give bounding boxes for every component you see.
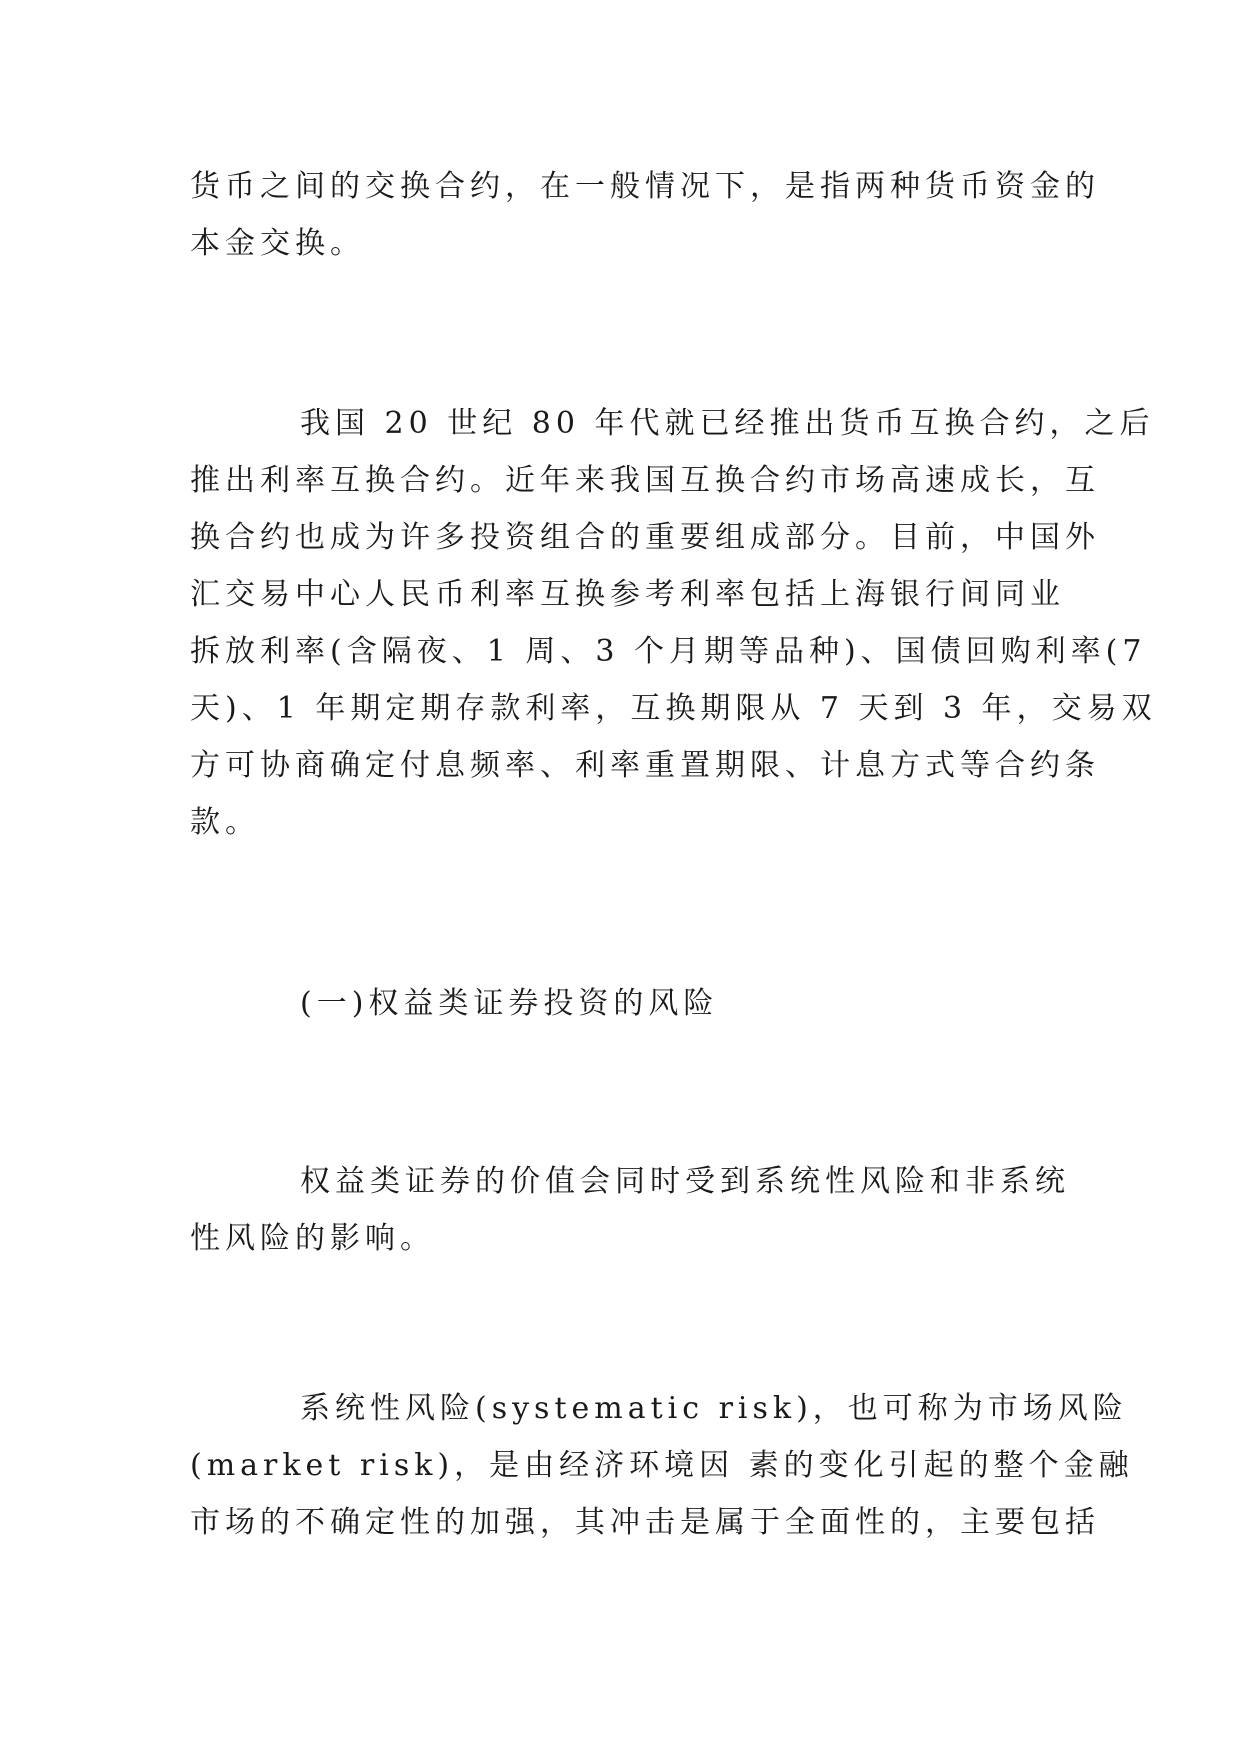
text-line: 推出利率互换合约。近年来我国互换合约市场高速成长，互 — [190, 463, 1100, 498]
section-heading-equity-risk — [190, 975, 1060, 1032]
section-heading: (一)权益类证券投资的风险 — [300, 986, 719, 1021]
text-line: 市场的不确定性的加强，其冲击是属于全面性的，主要包括 — [190, 1505, 1100, 1540]
text-line: 系统性风险(systematic risk)，也可称为市场风险 — [300, 1391, 1128, 1426]
text-line: 货币之间的交换合约，在一般情况下，是指两种货币资金的 — [190, 169, 1100, 204]
text-line: 天)、1 年期定期存款利率，互换期限从 7 天到 3 年，交易双 — [190, 691, 1157, 726]
text-line: 我国 20 世纪 80 年代就已经推出货币互换合约，之后 — [300, 406, 1155, 441]
paragraph-currency-swap-definition — [190, 158, 1100, 272]
text-line: 方可协商确定付息频率、利率重置期限、计息方式等合约条 — [190, 748, 1100, 783]
text-line: 权益类证券的价值会同时受到系统性风险和非系统 — [300, 1164, 1070, 1199]
text-line: 拆放利率(含隔夜、1 周、3 个月期等品种)、国债回购利率(7 — [190, 634, 1147, 669]
paragraph-systematic-risk — [190, 1380, 1134, 1551]
text-line: 款。 — [190, 805, 260, 840]
text-line: 汇交易中心人民币利率互换参考利率包括上海银行间同业 — [190, 577, 1065, 612]
text-line: 本金交换。 — [190, 226, 365, 261]
text-line: 换合约也成为许多投资组合的重要组成部分。目前，中国外 — [190, 520, 1100, 555]
text-line: (market risk)，是由经济环境因 素的变化引起的整个金融 — [190, 1448, 1134, 1483]
text-line: 性风险的影响。 — [190, 1221, 435, 1256]
paragraph-equity-risk-intro — [190, 1153, 1070, 1267]
paragraph-china-swap-market — [190, 395, 1157, 851]
